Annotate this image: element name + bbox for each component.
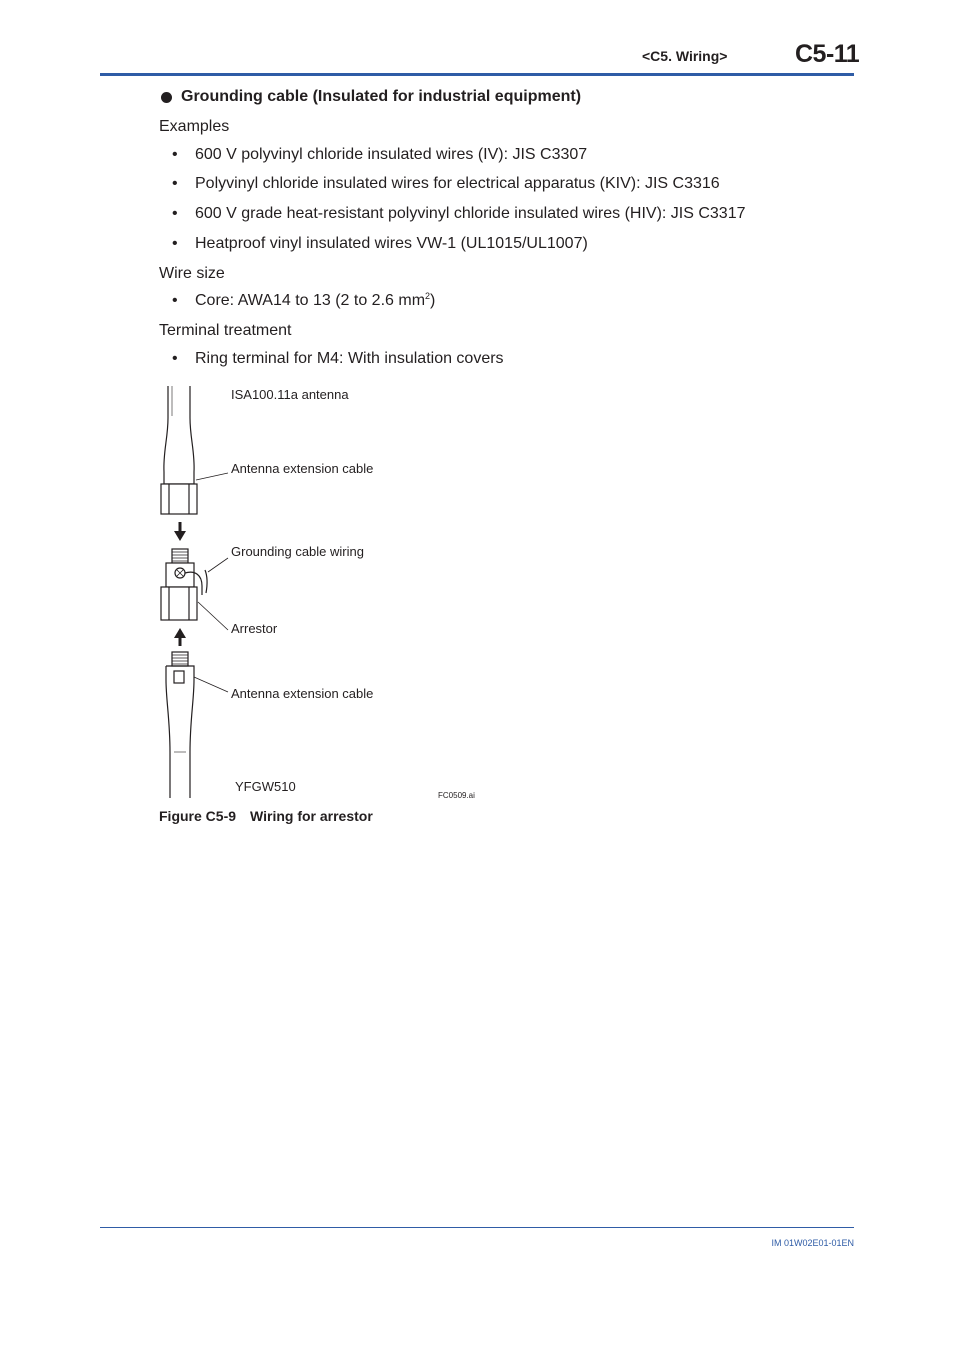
device-label: YFGW510 <box>235 779 296 794</box>
arrestor-nut <box>161 587 197 620</box>
page-number: C5-11 <box>795 40 860 68</box>
list-item: • 600 V grade heat-resistant polyvinyl chloride insulated wires (HIV): JIS C3317 <box>172 205 746 222</box>
footer-rule <box>100 1227 854 1228</box>
section-heading <box>159 88 581 106</box>
list-item: • Core: AWA14 to 13 (2 to 2.6 $mm^2$) <box>172 291 436 309</box>
document-id: IM 01W02E01-01EN <box>771 1238 854 1248</box>
wire-size-label: Wire size <box>159 265 225 282</box>
ext-cable-top-label: Antenna extension cable <box>231 461 374 476</box>
header-rule <box>100 73 854 76</box>
antenna-label: ISA100.11a antenna <box>231 387 349 402</box>
list-item: • Heatproof vinyl insulated wires VW-1 (UL1015/UL1007) <box>172 235 588 252</box>
ext-cable-bottom-label: Antenna extension cable <box>231 686 374 701</box>
antenna-cable-bottom <box>166 666 194 798</box>
grounding-label: Grounding cable wiring <box>231 544 364 559</box>
arrestor-label: Arrestor <box>231 621 278 636</box>
section-title: <C5. Wiring> <box>642 48 728 64</box>
figure-file-ref: FC0509.ai <box>438 791 475 800</box>
arrestor-body <box>166 563 194 587</box>
arrow-down-icon <box>174 522 186 541</box>
arrow-up-icon <box>174 628 186 646</box>
list-item: • Ring terminal for M4: With insulation covers <box>172 350 504 367</box>
terminal-label: Terminal treatment <box>159 322 292 339</box>
list-item: • Polyvinyl chloride insulated wires for electrical apparatus (KIV): JIS C3316 <box>172 175 720 192</box>
heading-text: Grounding cable (Insulated for industrial equipment) <box>181 88 582 105</box>
antenna-cable-top <box>164 386 194 484</box>
arrestor-wiring-diagram <box>150 380 510 800</box>
bullet-dot-icon <box>161 92 172 103</box>
figure-caption: Figure C5-9 Wiring for arrestor <box>159 808 373 824</box>
cable-nut-top <box>161 484 197 514</box>
list-item: • 600 V polyvinyl chloride insulated wires (IV): JIS C3307 <box>172 146 588 163</box>
examples-label: Examples <box>159 118 230 135</box>
